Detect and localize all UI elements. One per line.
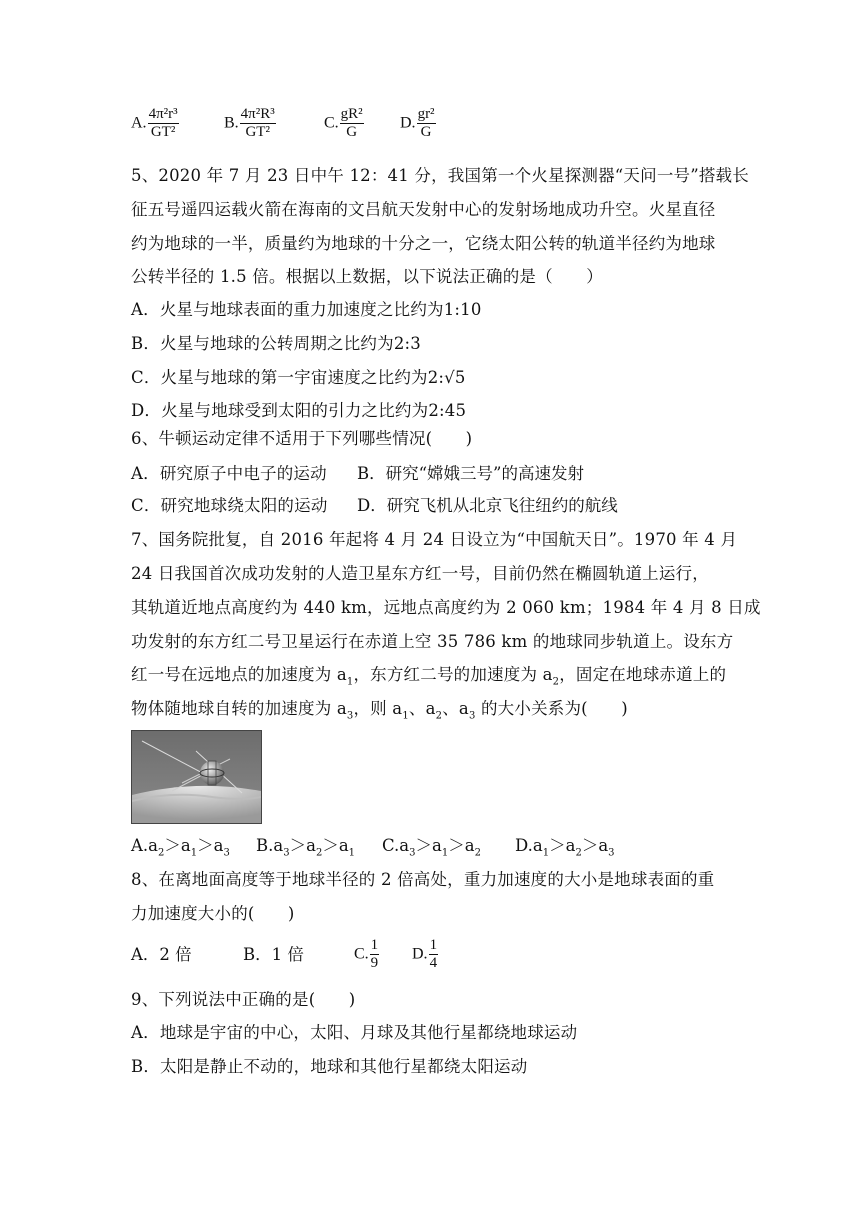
q7-option-c[interactable]: [382, 836, 481, 863]
q8-option-a[interactable]: A．2 倍: [131, 945, 192, 964]
text: 、a: [442, 699, 469, 718]
text: ＞a: [164, 836, 191, 855]
subscript: 3: [608, 847, 615, 859]
q6-option-c[interactable]: C．研究地球绕太阳的运动: [131, 496, 328, 515]
satellite-illustration: [132, 731, 261, 823]
q5-stem-line: 征五号遥四运载火箭在海南的文吕航天发射中心的发射场地成功升空。火星直径: [131, 200, 716, 219]
q5-option-b[interactable]: B．火星与地球的公转周期之比约为2:3: [131, 334, 421, 353]
subscript: 1: [348, 847, 356, 859]
q8-option-d[interactable]: [412, 937, 438, 972]
text: 红一号在远地点的加速度为 a: [131, 665, 347, 684]
q8-option-b[interactable]: B．1 倍: [243, 945, 304, 964]
subscript: 1: [402, 710, 409, 722]
text: D.a: [515, 836, 543, 855]
subscript: 3: [223, 847, 230, 859]
denominator: G: [420, 124, 432, 140]
subscript: 1: [542, 847, 550, 859]
fraction: [340, 106, 364, 141]
q7-option-a[interactable]: [131, 836, 230, 863]
fraction: [148, 106, 179, 141]
q5-option-c[interactable]: C．火星与地球的第一宇宙速度之比约为2:√5: [131, 368, 466, 387]
q5-option-d[interactable]: D．火星与地球受到太阳的引力之比约为2:45: [131, 401, 467, 420]
subscript: 3: [409, 847, 416, 859]
text: C.a: [382, 836, 410, 855]
text: ＞a: [549, 836, 576, 855]
text: ，固定在地球赤道上的: [559, 665, 727, 684]
text: ＞a: [448, 836, 475, 855]
numerator: gr²: [417, 106, 435, 122]
text: ，东方红二号的加速度为 a: [353, 665, 553, 684]
q7-option-d[interactable]: [515, 836, 615, 863]
q4-option-a[interactable]: [131, 106, 179, 141]
option-label: B.: [224, 114, 239, 132]
option-label: C.: [354, 945, 369, 963]
text: B.a: [256, 836, 284, 855]
subscript: 2: [158, 847, 165, 859]
text: A.a: [131, 836, 158, 855]
subscript: 3: [468, 710, 476, 722]
option-label: C.: [324, 114, 339, 132]
q4-option-b[interactable]: [224, 106, 276, 141]
fraction: [240, 106, 276, 141]
option-label: D.: [400, 114, 416, 132]
numerator: gR²: [340, 106, 363, 122]
denominator: 9: [370, 955, 379, 971]
subscript: 1: [441, 847, 449, 859]
numerator: 4π²R³: [240, 106, 275, 122]
text: 、a: [408, 699, 436, 718]
denominator: GT²: [150, 124, 176, 140]
q6-option-d[interactable]: D．研究飞机从北京飞往纽约的航线: [357, 496, 618, 515]
q8-stem-line: 力加速度大小的( ): [131, 904, 295, 923]
numerator: 4π²r³: [148, 106, 178, 122]
q7-stem-line: [131, 699, 628, 726]
q6-stem: 6、牛顿运动定律不适用于下列哪些情况( ): [131, 429, 473, 448]
subscript: 2: [575, 847, 582, 859]
text: ＞a: [289, 836, 316, 855]
denominator: G: [346, 124, 358, 140]
subscript: 2: [435, 710, 443, 722]
numerator: 1: [370, 937, 379, 953]
subscript: 2: [315, 847, 323, 859]
fraction: [417, 106, 436, 141]
subscript: 1: [190, 847, 198, 859]
subscript: 3: [346, 710, 354, 722]
denominator: 4: [429, 955, 438, 971]
q7-option-b[interactable]: [256, 836, 355, 863]
q7-stem-line: 其轨道近地点高度约为 440 km，远地点高度约为 2 060 km；1984 年 4 月 8 日成: [131, 598, 761, 617]
q9-option-a[interactable]: A．地球是宇宙的中心，太阳、月球及其他行星都绕地球运动: [131, 1023, 578, 1042]
q6-option-b[interactable]: B．研究“嫦娥三号”的高速发射: [357, 464, 584, 483]
q5-stem-line: 公转半径的 1.5 倍。根据以上数据，以下说法正确的是（ ）: [131, 267, 603, 286]
q7-stem-line: 7、国务院批复，自 2016 年起将 4 月 24 日设立为“中国航天日”。1970 年 4 月: [131, 530, 738, 549]
denominator: GT²: [245, 124, 270, 140]
text: ，则 a: [353, 699, 403, 718]
q5-stem-line: 5、2020 年 7 月 23 日中午 12：41 分，我国第一个火星探测器“天问一号”搭载长: [131, 166, 749, 185]
q9-option-b[interactable]: B．太阳是静止不动的，地球和其他行星都绕太阳运动: [131, 1057, 528, 1076]
q4-option-d[interactable]: [400, 106, 436, 141]
q5-stem-line: 约为地球的一半，质量约为地球的十分之一，它绕太阳公转的轨道半径约为地球: [131, 234, 716, 253]
numerator: 1: [429, 937, 438, 953]
q8-stem-line: 8、在离地面高度等于地球半径的 2 倍高处，重力加速度的大小是地球表面的重: [131, 870, 715, 889]
fraction: [429, 937, 439, 972]
subscript: 2: [552, 676, 560, 688]
subscript: 2: [474, 847, 481, 859]
option-label: A.: [131, 114, 147, 132]
text: ＞a: [322, 836, 349, 855]
option-label: D.: [412, 945, 428, 963]
q5-option-a[interactable]: A．火星与地球表面的重力加速度之比约为1:10: [131, 300, 482, 319]
fraction: [370, 937, 380, 972]
text: ＞a: [415, 836, 442, 855]
q9-stem: 9、下列说法中正确的是( ): [131, 990, 356, 1009]
q7-stem-line: [131, 665, 726, 692]
subscript: 1: [346, 676, 354, 688]
text: ＞a: [197, 836, 224, 855]
subscript: 3: [283, 847, 290, 859]
q7-stem-line: 24 日我国首次成功发射的人造卫星东方红一号，目前仍然在椭圆轨道上运行，: [131, 564, 709, 583]
q7-stem-line: 功发射的东方红二号卫星运行在赤道上空 35 786 km 的地球同步轨道上。设东方: [131, 632, 734, 651]
q6-option-a[interactable]: A．研究原子中电子的运动: [131, 464, 327, 483]
q4-option-c[interactable]: [324, 106, 364, 141]
text: 物体随地球自转的加速度为 a: [131, 699, 347, 718]
satellite-image: [131, 730, 262, 824]
q8-option-c[interactable]: [354, 937, 379, 972]
text: ＞a: [581, 836, 609, 855]
text: 的大小关系为( ): [475, 699, 628, 718]
